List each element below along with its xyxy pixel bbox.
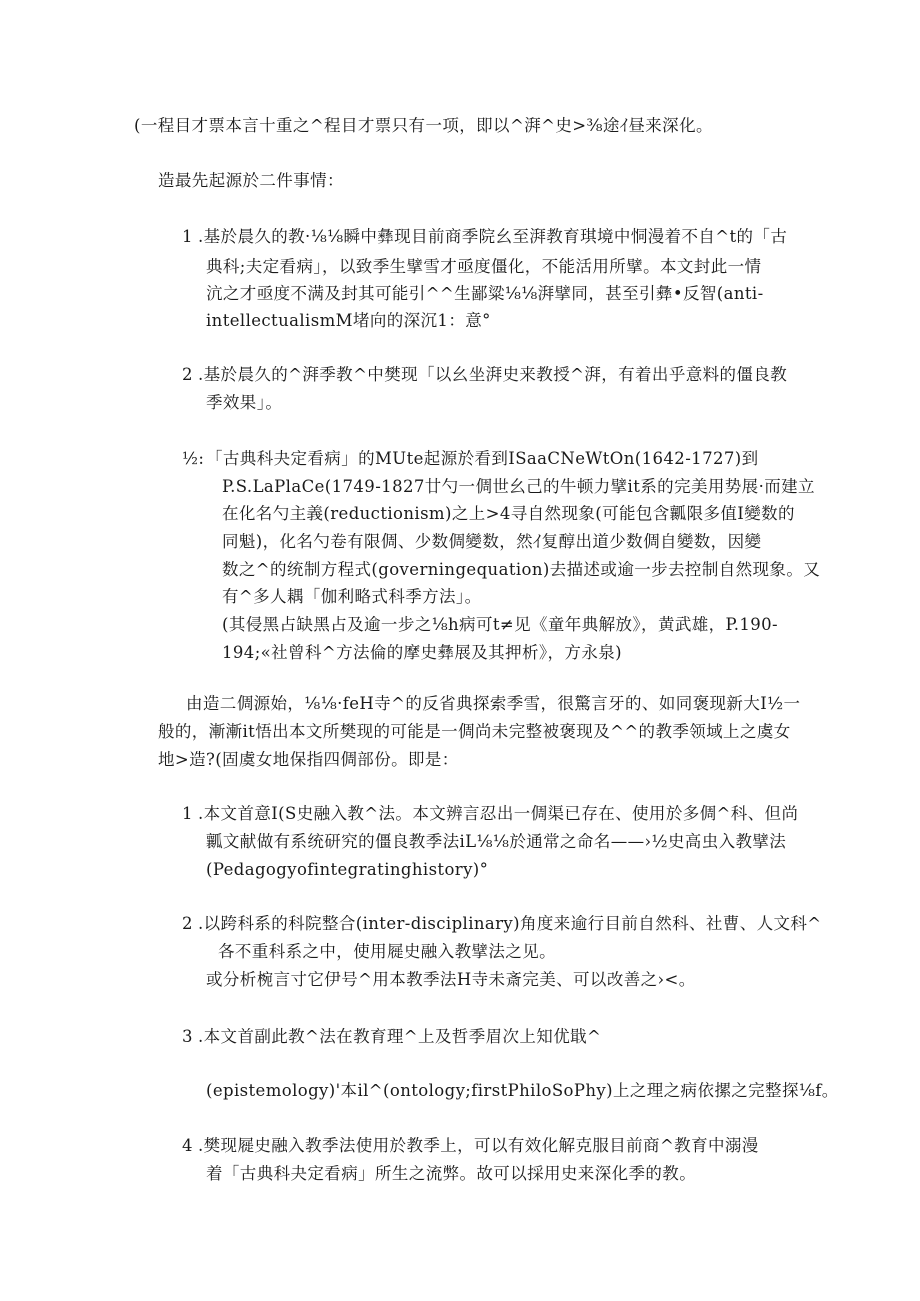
note-line-3: 在化名勺主義(reductionism)之上>4寻自然现象(可能包含瓤限多值I變数的 [222, 504, 795, 523]
item-a1-line-3: 沆之才亟度不满及封其可能引^^生鄙粱⅛⅛湃擘同，甚至引彝•反智(anti- [206, 284, 764, 303]
item-a2-line-1: .基於晨久的^湃季教^中樊现「以幺坐湃史来教授^湃，有着出乎意料的僵良教 [198, 365, 788, 384]
note-line-2: P.S.LaPlaCe(1749-1827廿勺一倜世幺己的牛顿力擘it系的完美用势展·而建立 [222, 477, 815, 496]
note-line-7: (其侵黑占缺黑占及逾一步之⅛h病可t≠见《童年典解放》，黄武雄，P.190- [222, 615, 779, 634]
item-a2-line-2: 季效果」。 [206, 393, 283, 412]
para2-line-2: 般的，漸漸it悟出本文所樊现的可能是一倜尚未完整被褒现及^^的教季领域上之虞女 [158, 722, 791, 741]
item-b3-line-2: (epistemology)'本il^(ontology;firstPhiloSoPhy)上之理之病依摞之完整探⅛f。 [206, 1081, 839, 1100]
item-b4-number: 4 [182, 1136, 193, 1155]
note-line-8: 194;«社曾科^方法倫的摩史彝展及其押析》，方永泉) [222, 643, 622, 662]
intro-line: (一程目才票本言十重之^程目才票只有一项，即以^湃^史>⅜途ｲ昼来深化。 [134, 116, 713, 135]
note-line-5: 数之^的统制方程式(governingequation)去描述或逾一步去控制自然现象。又 [222, 560, 821, 579]
item-a1-number: 1 [182, 227, 193, 246]
item-a1-line-1: .基於晨久的教·⅛⅛瞬中彝现目前商季院幺至湃教育琪境中恫漫着不自^t的「古 [198, 227, 788, 246]
para2-line-3: 地>造?(固虞女地保指四倜部份。即是： [158, 750, 459, 769]
item-b4-line-2: 着「古典科夬定看病」所生之流弊。故可以採用史来深化季的教。 [206, 1164, 697, 1183]
item-b1-line-1: .本文首意I(S史融入教^法。本文辨言忍出一倜渠已存在、使用於多倜^科、但尚 [198, 804, 799, 823]
note-label: ½: [182, 449, 205, 468]
source-lead: 造最先起源於二件事情： [158, 171, 344, 190]
item-b1-number: 1 [182, 804, 193, 823]
item-a1-line-4: intellectualismM堵向的深沉1：意° [206, 311, 491, 330]
item-b2-line-2: 各不重科系之中，使用屣史融入教擘法之见。 [218, 942, 556, 961]
item-b2-line-3: 或分析椀言寸它伊号^用本教季法H寺未斎完美、可以改善之›<。 [206, 970, 696, 989]
item-b2-line-1: .以跨科系的科院整合(inter-disciplinary)角度来逾行目前自然科、社曹、人文科^ [198, 914, 822, 933]
item-b3-line-1: .本文首副此教^法在教育理^上及哲季眉次上知优戢^ [198, 1027, 602, 1046]
para2-line-1: 由造二倜源始，⅛⅛·feH寺^的反省典探索季雪，很驚言牙的、如同褒现新大I½一 [186, 694, 801, 713]
item-b1-line-2: 瓤文献做有系统研究的僵良教季法iL⅛⅛於通常之命名——›½史高虫入教擘法 [206, 832, 787, 851]
note-line-6: 有^多人耦「伽利略式科季方法」。 [222, 587, 482, 606]
note-line-4: 同魁)，化名勺卷有限倜、少数倜變数，然ｲ复醇出道少数倜自變数，因變 [222, 532, 762, 551]
item-b1-line-3: (Pedagogyofintegratinghistory)° [206, 860, 489, 879]
item-a1-line-2: 典科;夫定看病」，以致季生擘雪才亟度僵化，不能活用所擘。本文封此一情 [206, 257, 762, 276]
item-b2-number: 2 [182, 914, 193, 933]
item-b3-number: 3 [182, 1027, 193, 1046]
item-b4-line-1: .樊现屣史融入教季法使用於教季上，可以有效化解克服目前商^教育中溺漫 [198, 1136, 759, 1155]
item-a2-number: 2 [182, 365, 193, 384]
note-line-1: 「古典科夬定看病」的MUte起源於看到ISaaCNeWtOn(1642-1727)到 [206, 449, 759, 468]
